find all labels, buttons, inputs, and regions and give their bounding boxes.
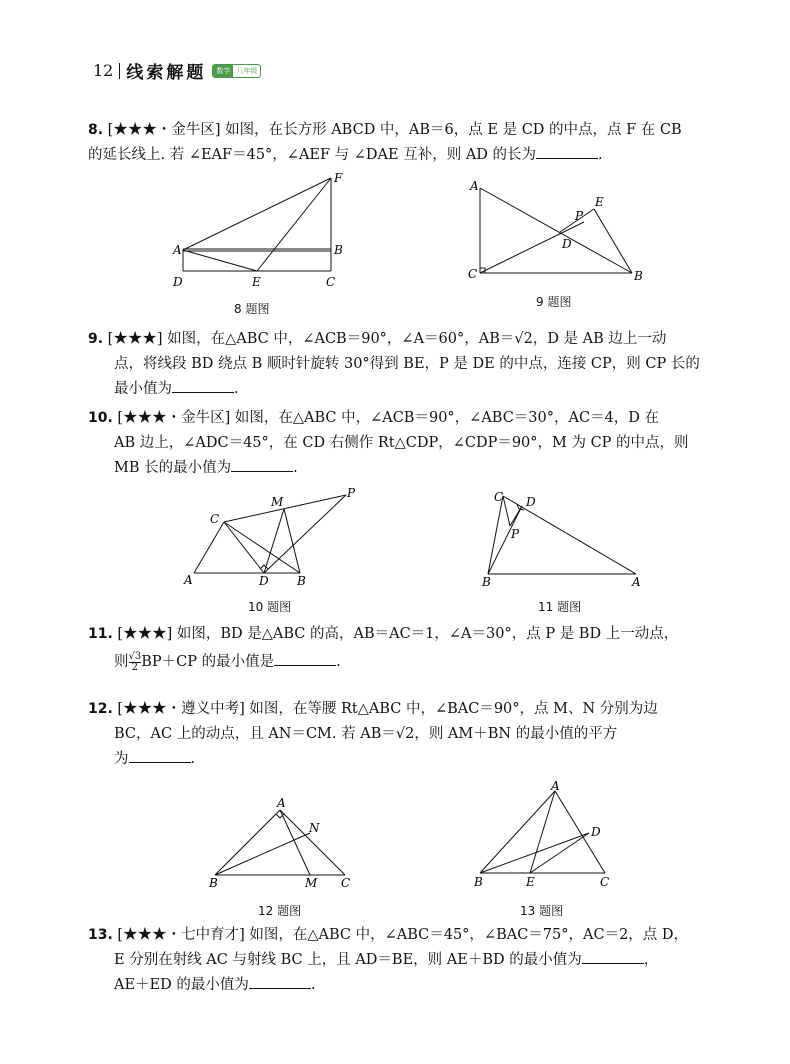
- grade-badge: [212, 64, 261, 78]
- point-label: C: [326, 275, 336, 289]
- problem-text: 最小值为: [114, 381, 172, 397]
- point-label: P: [347, 486, 356, 500]
- problem-12: [88, 697, 718, 772]
- fraction-denominator: 2: [131, 661, 139, 673]
- figure-11: [478, 488, 648, 588]
- point-label: D: [562, 237, 572, 251]
- point-label: A: [184, 573, 193, 587]
- punctuation: .: [190, 751, 196, 767]
- answer-blank[interactable]: [536, 144, 598, 159]
- point-label: B: [297, 574, 306, 588]
- point-label: P: [575, 209, 584, 223]
- point-label: A: [173, 243, 182, 257]
- point-label: M: [305, 876, 318, 890]
- fraction: [129, 652, 142, 673]
- page-header: [93, 58, 261, 83]
- problem-text: [★★★] 如图，BD 是△ABC 的高，AB＝AC＝1，∠A＝30°，点 P 是 BD 上一动点，: [117, 626, 679, 642]
- punctuation: .: [598, 147, 603, 163]
- problem-text: [★★★・遵义中考] 如图，在等腰 Rt△ABC 中，∠BAC＝90°，点 M、N 分别为边: [117, 701, 658, 717]
- punctuation: .: [310, 977, 316, 993]
- problem-text: 点，将线段 BD 绕点 B 顺时针旋转 30°得到 BE，P 是 DE 的中点，连接 CP，则 CP 长的: [114, 356, 700, 372]
- point-label: E: [526, 875, 535, 889]
- point-label: D: [591, 825, 601, 839]
- problem-text: BP＋CP 的最小值是: [141, 654, 275, 670]
- point-label: A: [551, 779, 560, 793]
- figure-caption: 8 题图: [234, 302, 270, 316]
- problem-text: 的延长线上. 若 ∠EAF＝45°，∠AEF 与 ∠DAE 互补，则 AD 的长为: [88, 147, 537, 163]
- point-label: B: [482, 575, 491, 588]
- figure-13: [470, 778, 620, 893]
- problem-13: [88, 923, 718, 998]
- problem-text: 为: [114, 751, 129, 767]
- answer-blank[interactable]: [582, 949, 644, 964]
- figure-caption: 9 题图: [536, 295, 572, 309]
- problem-number: 11.: [88, 626, 113, 642]
- problem-text: AB 边上，∠ADC＝45°，在 CD 右侧作 Rt△CDP，∠CDP＝90°，M 为 CP 的中点，则: [114, 435, 689, 451]
- badge-subject: 数学: [213, 65, 233, 77]
- answer-blank[interactable]: [129, 748, 191, 763]
- point-label: C: [600, 875, 610, 889]
- point-label: P: [511, 527, 520, 541]
- point-label: C: [210, 512, 220, 526]
- point-label: B: [634, 269, 643, 283]
- point-label: M: [271, 495, 284, 509]
- point-label: E: [595, 195, 604, 209]
- fraction-numerator: √3: [128, 650, 142, 662]
- answer-blank[interactable]: [274, 651, 336, 666]
- point-label: D: [173, 275, 183, 289]
- figure-8: [165, 168, 355, 293]
- point-label: C: [341, 876, 351, 890]
- problem-text: E 分别在射线 AC 与射线 BC 上，且 AD＝BE，则 AE＋BD 的最小值为: [114, 952, 582, 968]
- figure-caption: 11 题图: [538, 600, 582, 614]
- point-label: E: [252, 275, 261, 289]
- point-label: B: [474, 875, 483, 889]
- problem-text: [★★★] 如图，在△ABC 中，∠ACB＝90°，∠A＝60°，AB＝√2，D 是 AB 边上一动: [107, 331, 667, 347]
- problem-10: [88, 406, 718, 481]
- point-label: N: [309, 821, 320, 835]
- figure-caption: 12 题图: [258, 904, 302, 918]
- figure-caption: 10 题图: [248, 600, 292, 614]
- point-label: A: [470, 179, 479, 193]
- badge-grade: 八年级: [236, 66, 258, 75]
- problem-number: 9.: [88, 331, 104, 347]
- problem-number: 8.: [88, 122, 104, 138]
- point-label: A: [632, 575, 641, 588]
- point-label: D: [526, 495, 536, 509]
- point-label: A: [277, 796, 286, 810]
- problem-number: 13.: [88, 927, 113, 943]
- problem-text: BC，AC 上的动点，且 AN＝CM. 若 AB＝√2，则 AM＋BN 的最小值的平方: [114, 726, 618, 742]
- problem-9: [88, 327, 718, 402]
- problem-text: [★★★・金牛区] 如图，在长方形 ABCD 中，AB＝6，点 E 是 CD 的中点，点 F 在 CB: [107, 122, 682, 138]
- problem-text: 则: [114, 654, 129, 670]
- problem-number: 12.: [88, 701, 113, 717]
- figure-12: [205, 795, 365, 895]
- header-divider: [119, 63, 120, 79]
- problem-11: [88, 622, 718, 677]
- problem-text: [★★★・七中育才] 如图，在△ABC 中，∠ABC＝45°，∠BAC＝75°，AC＝2，点 D，: [117, 927, 689, 943]
- point-label: D: [259, 574, 269, 588]
- punctuation: .: [293, 460, 298, 476]
- point-label: C: [494, 490, 504, 504]
- point-label: B: [334, 243, 343, 257]
- page-number: 12: [93, 61, 114, 80]
- point-label: C: [468, 267, 478, 281]
- problem-text: [★★★・金牛区] 如图，在△ABC 中，∠ACB＝90°，∠ABC＝30°，AC＝4，D 在: [117, 410, 660, 426]
- answer-blank[interactable]: [231, 457, 293, 472]
- figure-10: [180, 485, 370, 590]
- problem-number: 10.: [88, 410, 113, 426]
- point-label: F: [334, 171, 343, 185]
- problem-8: [88, 118, 718, 168]
- punctuation: .: [336, 654, 341, 670]
- figure-9: [462, 172, 647, 287]
- point-label: B: [209, 876, 218, 890]
- punctuation: .: [234, 381, 239, 397]
- punctuation: ，: [643, 952, 659, 968]
- figure-caption: 13 题图: [520, 904, 564, 918]
- problem-text: AE＋ED 的最小值为: [114, 977, 249, 993]
- answer-blank[interactable]: [172, 378, 234, 393]
- book-title: 线索解题: [126, 63, 207, 83]
- problem-text: MB 长的最小值为: [114, 460, 232, 476]
- answer-blank[interactable]: [249, 974, 311, 989]
